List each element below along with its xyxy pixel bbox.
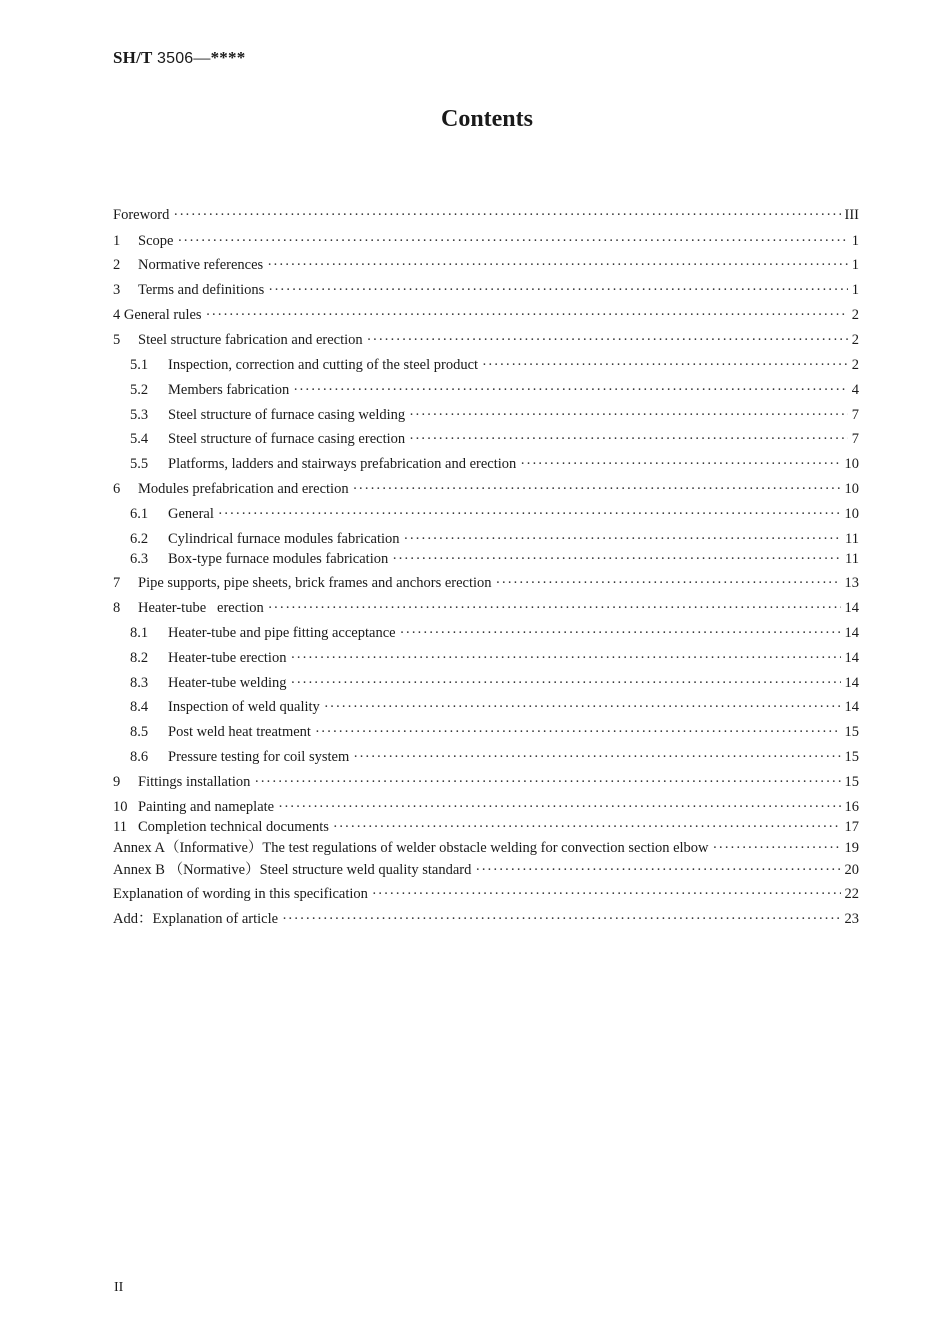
toc-entry[interactable]	[113, 304, 859, 326]
toc-entry-label: 4 General rules	[113, 307, 202, 323]
toc-entry-page: 7	[851, 431, 859, 447]
toc-entry-label: Scope	[138, 233, 174, 249]
toc-entry-page: 14	[844, 650, 859, 666]
toc-entry[interactable]	[113, 721, 859, 743]
toc-entry-page: 4	[851, 382, 859, 398]
toc-entry-number: 5.1	[130, 357, 149, 373]
toc-entry-page: 23	[844, 911, 859, 927]
toc-entry-label: Steel structure of furnace casing welding	[168, 407, 406, 423]
toc-entry[interactable]	[113, 548, 859, 570]
toc-dot-leader	[372, 883, 841, 905]
toc-entry-number: 5.5	[130, 456, 149, 472]
toc-dot-leader	[353, 746, 840, 768]
toc-dot-leader	[409, 404, 848, 426]
toc-entry[interactable]	[113, 279, 859, 301]
toc-entry-label: Pressure testing for coil system	[168, 749, 350, 765]
standard-separator: —	[193, 48, 211, 67]
toc-entry-page: 15	[844, 724, 859, 740]
toc-entry-page: 16	[844, 799, 859, 815]
toc-entry-page: 13	[844, 575, 859, 591]
toc-entry[interactable]	[113, 837, 859, 859]
toc-entry-page: 2	[851, 357, 859, 373]
toc-entry-number: 8	[113, 600, 121, 616]
toc-dot-leader	[290, 672, 840, 694]
toc-entry[interactable]	[113, 453, 859, 475]
toc-entry[interactable]	[113, 478, 859, 500]
toc-entry-page: 7	[851, 407, 859, 423]
toc-entry-page: 22	[844, 886, 859, 902]
toc-dot-leader	[520, 453, 840, 475]
toc-entry[interactable]	[113, 647, 859, 669]
toc-entry[interactable]	[113, 859, 859, 881]
toc-entry-label: Completion technical documents	[138, 819, 329, 835]
toc-entry-number: 10	[113, 799, 128, 815]
toc-entry-label: Terms and definitions	[138, 282, 265, 298]
toc-dot-leader	[400, 622, 841, 644]
toc-dot-leader	[282, 908, 840, 930]
toc-entry-number: 5.3	[130, 407, 149, 423]
toc-entry[interactable]	[113, 528, 859, 550]
toc-entry-number: 5	[113, 332, 121, 348]
toc-entry-label: Annex A（Informative）The test regulations of welder obstacle welding for convection section elbow	[113, 840, 709, 856]
toc-entry[interactable]	[113, 329, 859, 351]
toc-dot-leader	[324, 696, 841, 718]
toc-entry-label: Inspection, correction and cutting of the steel product	[168, 357, 479, 373]
toc-dot-leader	[404, 528, 842, 550]
toc-dot-leader	[290, 647, 840, 669]
standard-year: ****	[210, 48, 246, 67]
toc-entry-label: Fittings installation	[138, 774, 251, 790]
toc-entry-label: Post weld heat treatment	[168, 724, 311, 740]
toc-entry-number: 6.3	[130, 551, 149, 567]
toc-entry-page: 2	[851, 307, 859, 323]
toc-entry[interactable]	[113, 428, 859, 450]
toc-dot-leader	[278, 796, 840, 818]
toc-entry-label: Normative references	[138, 257, 264, 273]
toc-dot-leader	[268, 597, 841, 619]
toc-entry-page: 10	[844, 506, 859, 522]
toc-entry-number: 7	[113, 575, 121, 591]
toc-entry-page: 2	[851, 332, 859, 348]
toc-entry-number: 5.4	[130, 431, 149, 447]
toc-entry[interactable]	[113, 230, 859, 252]
toc-entry[interactable]	[113, 354, 859, 376]
toc-entry-number: 6	[113, 481, 121, 497]
toc-dot-leader	[267, 254, 848, 276]
toc-dot-leader	[315, 721, 841, 743]
toc-entry-label: Inspection of weld quality	[168, 699, 320, 715]
toc-entry-page: 14	[844, 675, 859, 691]
standard-number: 3506	[157, 50, 194, 67]
toc-entry[interactable]	[113, 597, 859, 619]
toc-dot-leader	[293, 379, 848, 401]
toc-entry[interactable]	[113, 622, 859, 644]
toc-entry-page: 10	[844, 456, 859, 472]
toc-dot-leader	[392, 548, 841, 570]
toc-entry-number: 6.2	[130, 531, 149, 547]
toc-dot-leader	[482, 354, 848, 376]
toc-entry-label: Steel structure of furnace casing erection	[168, 431, 406, 447]
toc-entry-label: Annex B （Normative）Steel structure weld quality standard	[113, 862, 472, 878]
toc-entry-number: 6.1	[130, 506, 149, 522]
toc-entry-number: 1	[113, 233, 121, 249]
toc-entry-page: 1	[851, 282, 859, 298]
toc-entry-label: Box-type furnace modules fabrication	[168, 551, 389, 567]
toc-entry-page: 15	[844, 749, 859, 765]
toc-entry-number: 8.4	[130, 699, 149, 715]
toc-dot-leader	[218, 503, 841, 525]
toc-entry-page: 11	[845, 551, 859, 567]
toc-entry-page: III	[844, 207, 859, 223]
toc-entry-page: 17	[844, 819, 859, 835]
toc-dot-leader	[173, 204, 840, 226]
toc-entry-number: 9	[113, 774, 121, 790]
toc-entry[interactable]	[113, 908, 859, 930]
toc-entry[interactable]	[113, 771, 859, 793]
toc-entry-label: Heater-tube and pipe fitting acceptance	[168, 625, 396, 641]
toc-entry-page: 14	[844, 600, 859, 616]
toc-entry-number: 11	[113, 819, 127, 835]
toc-entry-label: Painting and nameplate	[138, 799, 275, 815]
toc-entry-number: 2	[113, 257, 121, 273]
toc-entry-number: 5.2	[130, 382, 149, 398]
toc-entry-number: 8.5	[130, 724, 149, 740]
toc-entry-label: Members fabrication	[168, 382, 290, 398]
toc-entry-label: Platforms, ladders and stairways prefabrication and erection	[168, 456, 517, 472]
toc-entry-label: Foreword	[113, 207, 170, 223]
document-header	[113, 48, 245, 68]
toc-dot-leader	[177, 230, 847, 252]
toc-entry-label: Modules prefabrication and erection	[138, 481, 349, 497]
page-number: II	[114, 1280, 124, 1295]
toc-entry-label: Cylindrical furnace modules fabrication	[168, 531, 400, 547]
toc-dot-leader	[409, 428, 848, 450]
toc-entry[interactable]	[113, 379, 859, 401]
toc-dot-leader	[367, 329, 848, 351]
toc-entry-page: 15	[844, 774, 859, 790]
page-title: Contents	[440, 106, 533, 132]
toc-entry-page: 14	[844, 699, 859, 715]
toc-entry[interactable]	[113, 204, 859, 226]
toc-entry[interactable]	[113, 816, 859, 838]
toc-dot-leader	[496, 572, 841, 594]
toc-entry-page: 11	[845, 531, 859, 547]
toc-entry-label: Heater-tube erection	[168, 650, 287, 666]
toc-entry-number: 3	[113, 282, 121, 298]
toc-entry[interactable]	[113, 572, 859, 594]
toc-entry-label: Steel structure fabrication and erection	[138, 332, 363, 348]
toc-entry-number: 8.2	[130, 650, 149, 666]
toc-entry-page: 14	[844, 625, 859, 641]
toc-entry[interactable]	[113, 503, 859, 525]
toc-entry-page: 1	[851, 257, 859, 273]
toc-entry-number: 8.6	[130, 749, 149, 765]
toc-entry[interactable]	[113, 254, 859, 276]
toc-entry-page: 1	[851, 233, 859, 249]
toc-dot-leader	[333, 816, 841, 838]
toc-entry-number: 8.3	[130, 675, 149, 691]
toc-dot-leader	[353, 478, 841, 500]
toc-dot-leader	[475, 859, 840, 881]
toc-entry-label: Pipe supports, pipe sheets, brick frames and anchors erection	[138, 575, 492, 591]
toc-entry-label: Add：Explanation of article	[113, 911, 279, 927]
toc-entry[interactable]	[113, 796, 859, 818]
toc-entry-page: 20	[844, 862, 859, 878]
toc-entry[interactable]	[113, 404, 859, 426]
standard-code: SH/T	[113, 48, 153, 67]
toc-entry-number: 8.1	[130, 625, 149, 641]
toc-entry-label: General	[168, 506, 214, 522]
toc-dot-leader	[713, 837, 841, 859]
toc-entry-label: Explanation of wording in this specification	[113, 886, 368, 902]
toc-dot-leader	[206, 304, 848, 326]
toc-entry[interactable]	[113, 672, 859, 694]
toc-entry-page: 10	[844, 481, 859, 497]
toc-dot-leader	[254, 771, 840, 793]
toc-entry-label: Heater-tube erection	[138, 600, 264, 616]
toc-entry[interactable]	[113, 696, 859, 718]
toc-entry[interactable]	[113, 746, 859, 768]
toc-dot-leader	[268, 279, 848, 301]
toc-entry-page: 19	[844, 840, 859, 856]
toc-entry[interactable]	[113, 883, 859, 905]
toc-entry-label: Heater-tube welding	[168, 675, 287, 691]
